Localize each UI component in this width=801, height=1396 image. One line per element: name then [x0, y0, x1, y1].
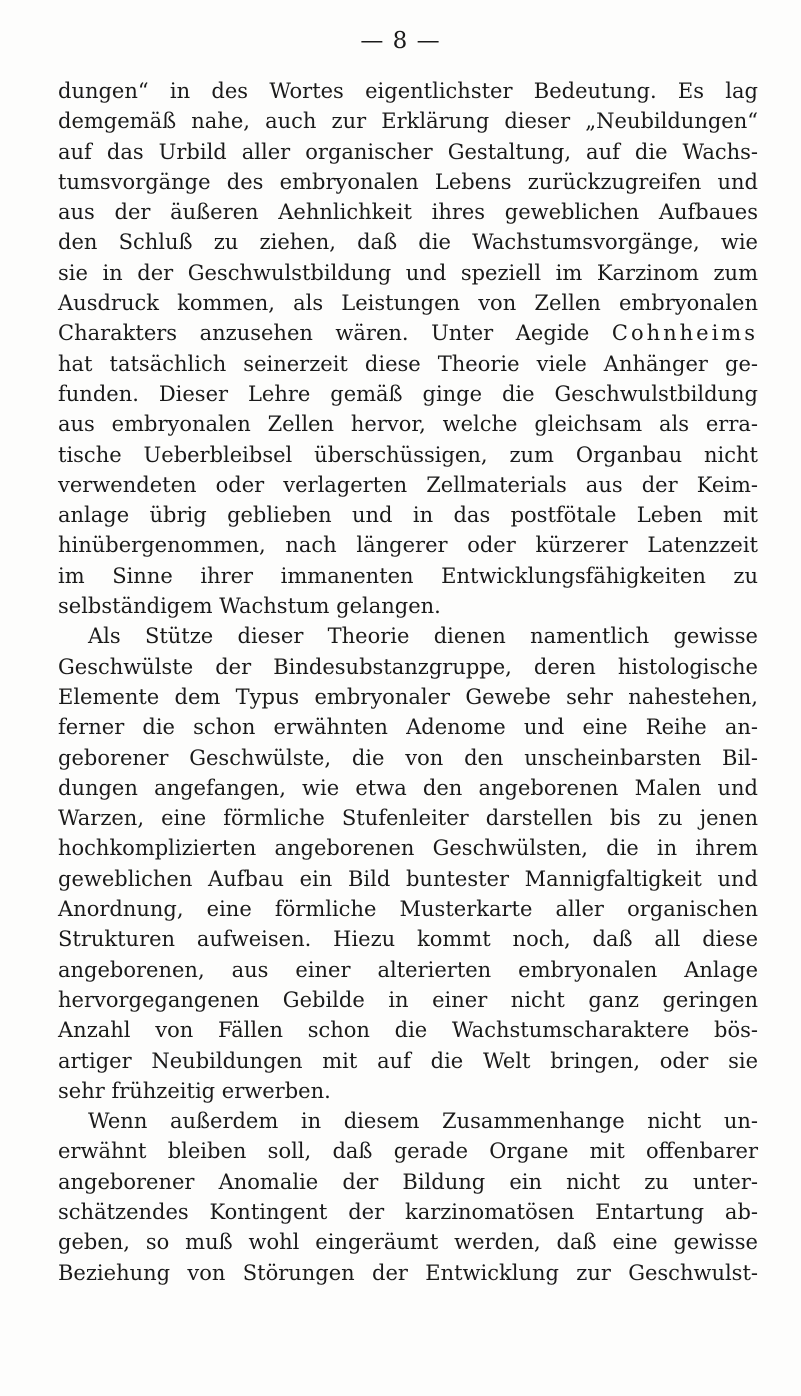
text-line: tische Ueberbleibsel überschüssigen, zum Organbau nicht [58, 442, 758, 467]
text-line: verwendeten oder verlagerten Zellmaterials aus der Keim- [58, 472, 758, 497]
text-line-part: Charakters anzusehen wären. Unter Aegide [58, 321, 612, 346]
text-line: hochkomplizierten angeborenen Geschwülsten, die in ihrem [58, 836, 758, 861]
text-line: Ausdruck kommen, als Leistungen von Zellen embryonalen [58, 291, 758, 316]
text-line: Wenn außerdem in diesem Zusammenhange nicht un- [88, 1109, 758, 1134]
text-line: hat tatsächlich seinerzeit diese Theorie viele Anhänger ge- [58, 351, 758, 376]
text-line: Als Stütze dieser Theorie dienen namentlich gewisse [88, 624, 758, 649]
text-line: sie in der Geschwulstbildung und speziell im Karzinom zum [58, 260, 758, 285]
spaced-name: Cohnheims [611, 321, 758, 346]
text-line: aus embryonalen Zellen hervor, welche gleichsam als erra- [58, 412, 758, 437]
page-number: — 8 — [360, 28, 441, 54]
text-line: geweblichen Aufbau ein Bild buntester Mannigfaltigkeit und [58, 866, 758, 891]
text-line: hinübergenommen, nach längerer oder kürzerer Latenzzeit [58, 533, 758, 558]
text-line: Anzahl von Fällen schon die Wachstumscharaktere bös- [58, 1018, 758, 1043]
text-line: Strukturen aufweisen. Hiezu kommt noch, daß all diese [58, 927, 758, 952]
text-line: schätzendes Kontingent der karzinomatösen Entartung ab- [58, 1199, 758, 1224]
text-line: dungen“ in des Wortes eigentlichster Bedeutung. Es lag [58, 79, 758, 103]
text-line [58, 318, 758, 348]
text-line: selbständigem Wachstum gelangen. [58, 594, 441, 619]
text-line: funden. Dieser Lehre gemäß ginge die Geschwulstbildung [58, 381, 758, 406]
text-line: angeborener Anomalie der Bildung ein nicht zu unter- [58, 1169, 758, 1194]
text-line: Warzen, eine förmliche Stufenleiter darstellen bis zu jenen [58, 806, 758, 831]
text-line: den Schluß zu ziehen, daß die Wachstumsvorgänge, wie [58, 230, 758, 255]
text-line: angeborenen, aus einer alterierten embryonalen Anlage [58, 957, 758, 982]
text-line: ferner die schon erwähnten Adenome und eine Reihe an- [58, 715, 758, 740]
text-line: Anordnung, eine förmliche Musterkarte aller organischen [58, 897, 758, 922]
text-line: Beziehung von Störungen der Entwicklung zur Geschwulst- [58, 1260, 758, 1285]
text-line: Geschwülste der Bindesubstanzgruppe, deren histologische [58, 654, 758, 679]
body-text [58, 76, 758, 1288]
text-line: auf das Urbild aller organischer Gestaltung, auf die Wachs- [58, 139, 758, 164]
text-line: im Sinne ihrer immanenten Entwicklungsfähigkeiten zu [58, 563, 758, 588]
text-line: artiger Neubildungen mit auf die Welt bringen, oder sie [58, 1048, 758, 1073]
text-line: geborener Geschwülste, die von den unscheinbarsten Bil- [58, 745, 758, 770]
text-line: anlage übrig geblieben und in das postfötale Leben mit [58, 503, 758, 528]
text-line: geben, so muß wohl eingeräumt werden, daß eine gewisse [58, 1230, 758, 1255]
text-line: dungen angefangen, wie etwa den angeborenen Malen und [58, 775, 758, 800]
text-line: hervorgegangenen Gebilde in einer nicht ganz geringen [58, 987, 758, 1012]
text-line: aus der äußeren Aehnlichkeit ihres geweblichen Aufbaues [58, 200, 758, 225]
text-line: demgemäß nahe, auch zur Erklärung dieser „Neubildungen“ [58, 109, 758, 134]
text-line: tumsvorgänge des embryonalen Lebens zurückzugreifen und [58, 169, 758, 194]
text-line: sehr frühzeitig erwerben. [58, 1078, 331, 1103]
text-line: erwähnt bleiben soll, daß gerade Organe mit offenbarer [58, 1139, 758, 1164]
text-line: Elemente dem Typus embryonaler Gewebe sehr nahestehen, [58, 684, 758, 709]
